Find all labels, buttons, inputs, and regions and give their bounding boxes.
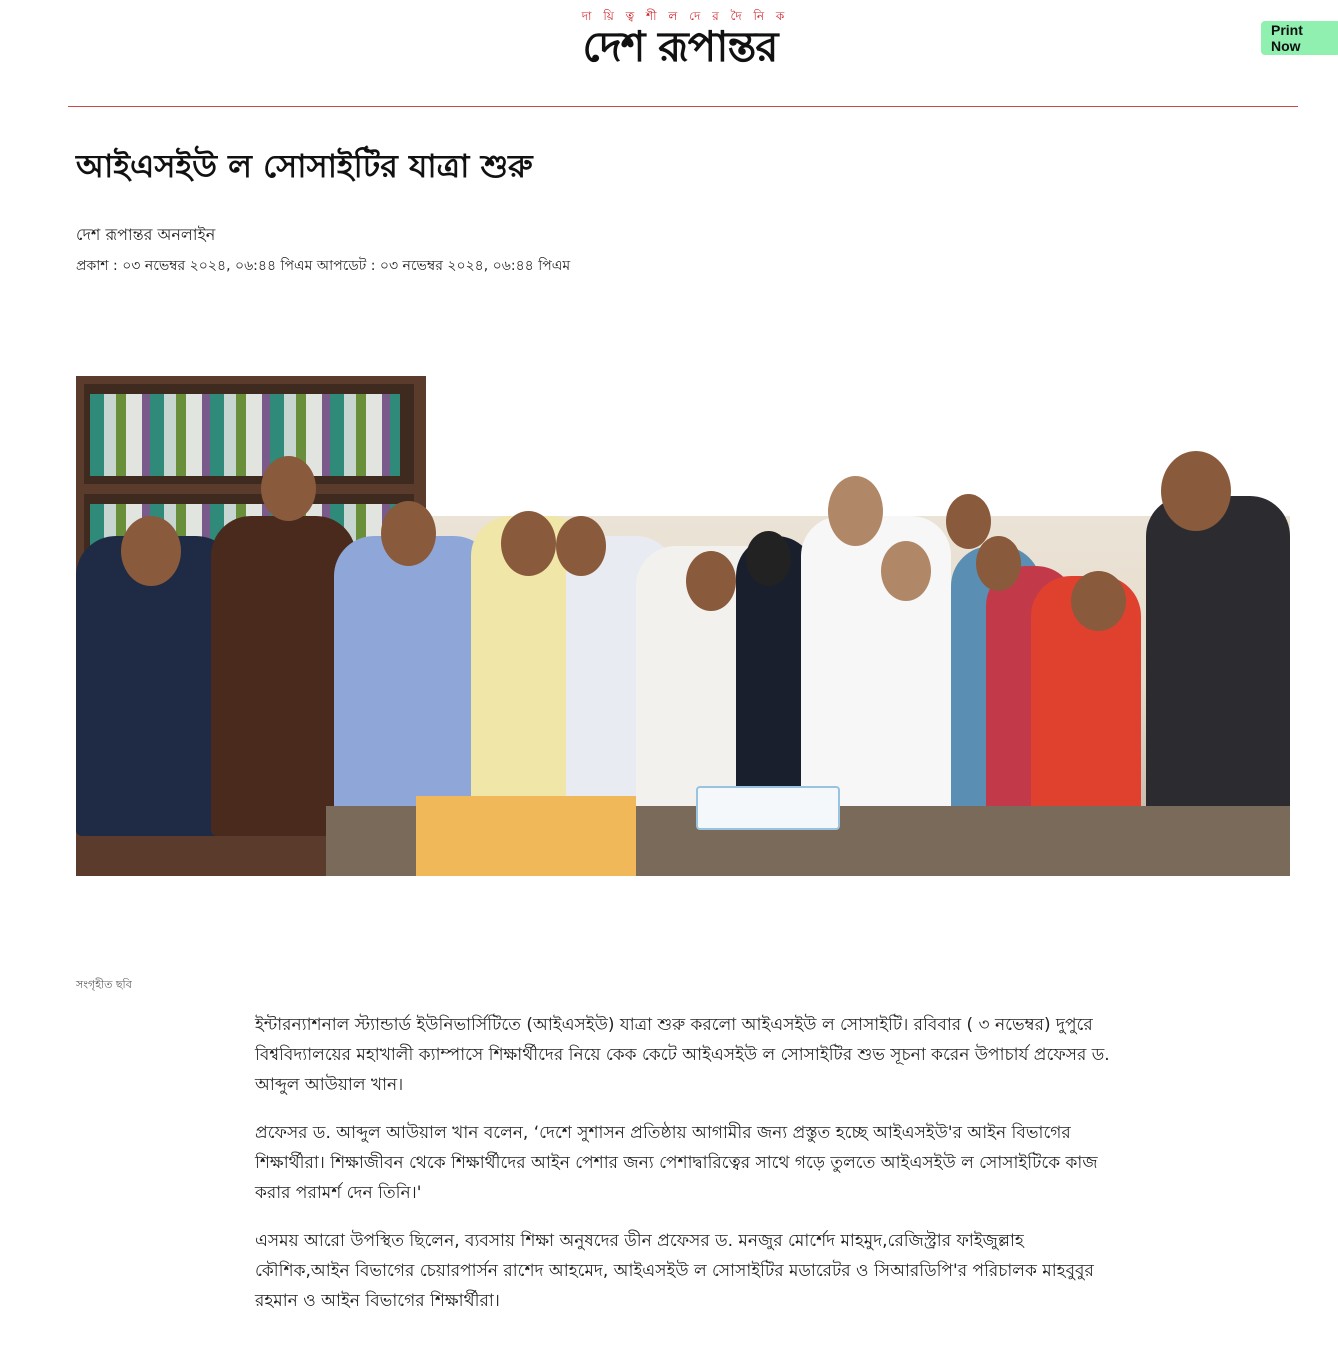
article-author: দেশ রূপান্তর অনলাইন: [76, 225, 216, 244]
photo-cake: [696, 786, 840, 830]
header-divider: [68, 106, 1298, 107]
article-photo: [76, 376, 1290, 876]
article-paragraph: প্রফেসর ড. আব্দুল আউয়াল খান বলেন, ‘দেশে সুশাসন প্রতিষ্ঠায় আগামীর জন্য প্রস্তুত হচ্ছে আইএসইউ'র আইন বিভাগের শিক্ষার্থীরা। শিক্ষাজীবন থেকে শিক্ষার্থীদের আইন পেশার জন্য পেশাদ্বারিত্বের সাথে গড়ে তুলতে আইএসইউ ল সোসাইটিকে কাজ করার পরামর্শ দেন তিনি।': [255, 1123, 1098, 1203]
masthead: [0, 0, 1338, 100]
article-body: [255, 1010, 1115, 1334]
masthead-tagline: দা য়ি ত্ব শী ল দে র দৈ নি ক: [581, 9, 789, 23]
article-headline: আইএসইউ ল সোসাইটির যাত্রা শুরু: [76, 147, 533, 185]
print-now-button[interactable]: Print Now: [1261, 21, 1338, 55]
article-dateline: প্রকাশ : ০৩ নভেম্বর ২০২৪, ০৬:৪৪ পিএম আপডেট : ০৩ নভেম্বর ২০২৪, ০৬:৪৪ পিএম: [76, 258, 571, 274]
site-logo[interactable]: দেশ রূপান্তর: [582, 22, 778, 71]
article-paragraph: ইন্টারন্যাশনাল স্ট্যান্ডার্ড ইউনিভার্সিটিতে (আইএসইউ) যাত্রা শুরু করলো আইএসইউ ল সোসাইটি। রবিবার ( ৩ নভেম্বর) দুপুরে বিশ্ববিদ্যালয়ের মহাখালী ক্যাম্পাসে শিক্ষার্থীদের নিয়ে কেক কেটে আইএসইউ ল সোসাইটির শুভ সূচনা করেন উপাচার্য প্রফেসর ড. আব্দুল আউয়াল খান।: [255, 1015, 1110, 1095]
article-paragraph: এসময় আরো উপস্থিত ছিলেন, ব্যবসায় শিক্ষা অনুষদের ডীন প্রফেসর ড. মনজুর মোর্শেদ মাহমুদ,রেজিস্ট্রার ফাইজুল্লাহ কৌশিক,আইন বিভাগের চেয়ারপার্সন রাশেদ আহমেদ, আইএসইউ ল সোসাইটির মডারেটর ও সিআরডিপি'র পরিচালক মাহবুবুর রহমান ও আইন বিভাগের শিক্ষার্থীরা।: [255, 1231, 1094, 1311]
photo-caption: সংগৃহীত ছবি: [76, 978, 132, 991]
